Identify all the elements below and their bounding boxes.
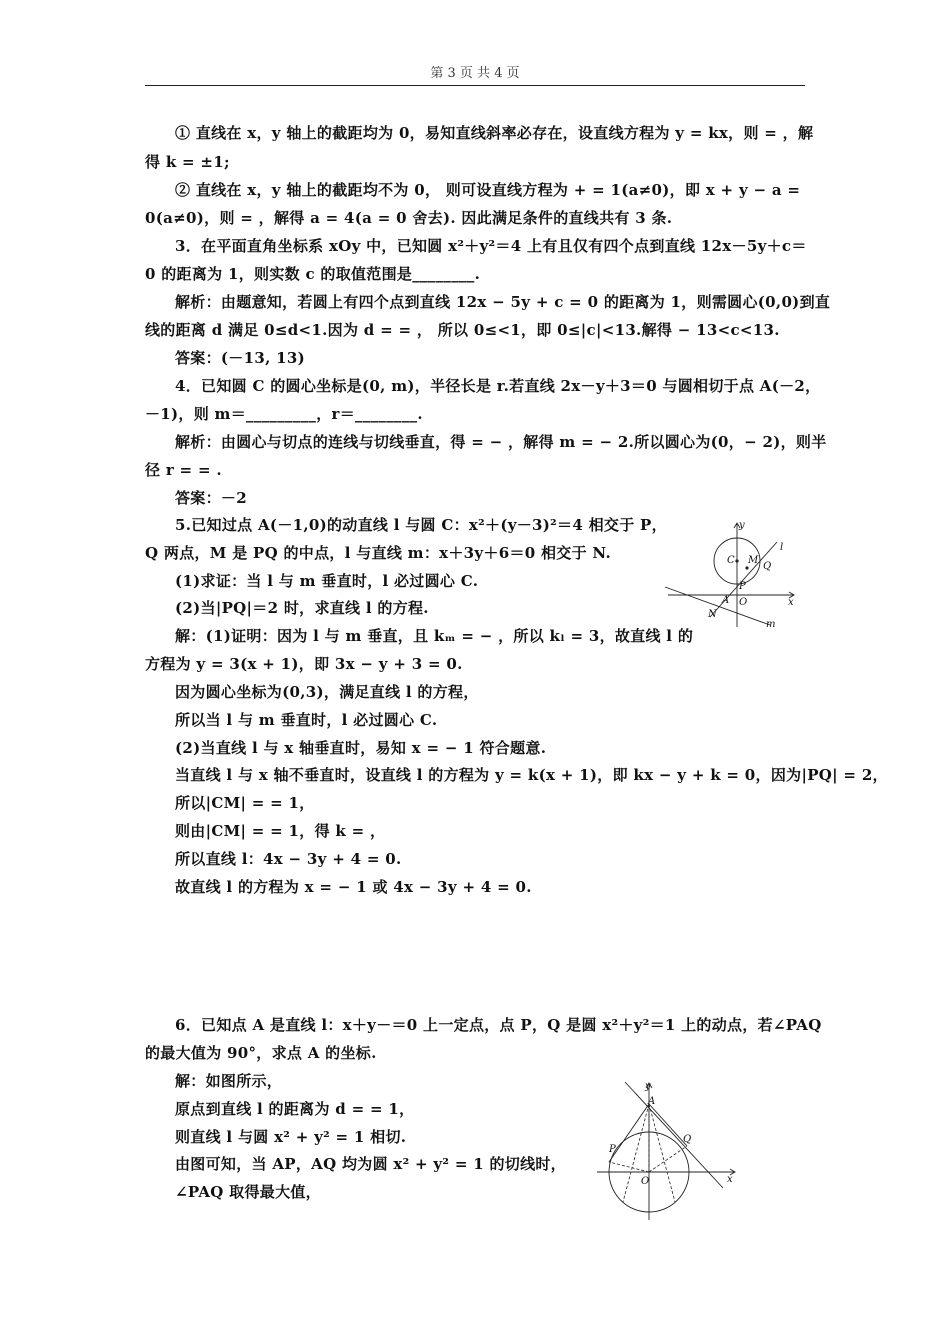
text-line: 原点到直线 l 的距离为 d = = 1， [175, 1100, 415, 1118]
text-line: 则直线 l 与圆 x² + y² = 1 相切. [175, 1128, 407, 1146]
fig5-label: O [739, 597, 748, 608]
question-5: 5.已知过点 A(－1,0)的动直线 l 与圆 C：x²＋(y－3)²＝4 相交于 P， [175, 516, 667, 534]
text-line: 故直线 l 的方程为 x = − 1 或 4x − 3y + 4 = 0. [175, 878, 532, 896]
fig5-label: A [722, 595, 730, 606]
text-line: 当直线 l 与 x 轴不垂直时，设直线 l 的方程为 y = k(x + 1)，即 kx − y + k = 0，因为|PQ| = 2， [175, 766, 888, 784]
question-4: 4．已知圆 C 的圆心坐标是(0, m)，半径长是 r.若直线 2x－y＋3＝0 与圆相切于点 A(－2， [175, 377, 821, 395]
question-6: 6．已知点 A 是直线 l：x＋y－＝0 上一定点，点 P，Q 是圆 x²＋y²＝1 上的动点，若∠PAQ [175, 1016, 822, 1034]
figure-problem-5 [660, 515, 800, 633]
solution-6: 解：如图所示， [175, 1072, 283, 1090]
fig6-label: y [645, 1081, 651, 1092]
fig5-label: N [708, 609, 717, 620]
fig5-label: l [780, 542, 784, 553]
text-line: (2)当直线 l 与 x 轴垂直时，易知 x = − 1 符合题意. [175, 739, 547, 757]
fig6-label: x [727, 1174, 733, 1185]
fig6-label: O [641, 1176, 650, 1187]
solution-5: 解：(1)证明：因为 l 与 m 垂直，且 kₘ = − ，所以 kₗ = 3，故直线 l 的 [175, 627, 694, 645]
text-line: (1)求证：当 l 与 m 垂直时，l 必过圆心 C. [175, 572, 479, 590]
text-line: ② 直线在 x，y 轴上的截距均不为 0， 则可设直线方程为 + = 1(a≠0)，即 x + y − a = [175, 181, 801, 199]
fig5-label: C [727, 555, 735, 566]
text-line: 的最大值为 90°，求点 A 的坐标. [145, 1044, 377, 1062]
text-line: Q 两点，M 是 PQ 的中点，l 与直线 m：x＋3y＋6＝0 相交于 N. [145, 544, 612, 562]
fig5-label: M [748, 555, 759, 566]
text-line: 方程为 y = 3(x + 1)，即 3x − y + 3 = 0. [145, 655, 463, 673]
header-divider [145, 85, 805, 86]
analysis-4: 解析：由圆心与切点的连线与切线垂直，得 = − ，解得 m = − 2.所以圆心为(0，− 2)，则半 [175, 433, 827, 451]
question-3: 3．在平面直角坐标系 xOy 中，已知圆 x²＋y²＝4 上有且仅有四个点到直线 12x－5y＋c＝ [175, 237, 807, 255]
text-line: 因为圆心坐标为(0,3)，满足直线 l 的方程， [175, 683, 479, 701]
text-line: 径 r = = . [145, 461, 222, 479]
fig5-label: Q [763, 561, 772, 572]
text-line: 线的距离 d 满足 0≤d<1.因为 d = = ， 所以 0≤<1，即 0≤|c|<13.解得 − 13<c<13. [145, 321, 780, 339]
text-line: 由图可知，当 AP，AQ 均为圆 x² + y² = 1 的切线时， [175, 1155, 566, 1173]
text-line: 0 的距离为 1，则实数 c 的取值范围是________. [145, 265, 481, 283]
answer-4: 答案：－2 [175, 489, 247, 507]
text-line: (2)当|PQ|＝2 时，求直线 l 的方程. [175, 599, 429, 617]
figure-problem-6 [595, 1080, 745, 1222]
answer-3: 答案：(－13, 13) [175, 349, 305, 367]
text-line: 所以|CM| = = 1， [175, 794, 315, 812]
fig5-label: P [739, 581, 746, 592]
fig5-label: x [788, 597, 794, 608]
text-line: 则由|CM| = = 1，得 k = ， [175, 822, 386, 840]
fig6-label: P [609, 1144, 616, 1155]
text-line: 所以直线 l：4x − 3y + 4 = 0. [175, 850, 402, 868]
page-header: 第 3 页 共 4 页 [430, 66, 520, 81]
fig5-label: y [739, 520, 745, 531]
text-line: ① 直线在 x，y 轴上的截距均为 0，易知直线斜率必存在，设直线方程为 y = kx，则 = ，解 [175, 124, 814, 142]
text-line: 得 k = ±1; [145, 153, 230, 171]
text-line: 所以当 l 与 m 垂直时，l 必过圆心 C. [175, 711, 438, 729]
text-line: ∠PAQ 取得最大值， [175, 1183, 321, 1201]
fig5-label: m [766, 619, 776, 630]
text-line: 0(a≠0)，则 = ，解得 a = 4(a = 0 舍去). 因此满足条件的直线共有 3 条. [145, 209, 673, 227]
fig6-label: Q [683, 1134, 692, 1145]
analysis-3: 解析：由题意知，若圆上有四个点到直线 12x − 5y + c = 0 的距离为 1，则需圆心(0,0)到直 [175, 293, 831, 311]
text-line: －1)，则 m＝_________，r＝________. [145, 405, 423, 423]
fig6-label: A [648, 1096, 656, 1107]
